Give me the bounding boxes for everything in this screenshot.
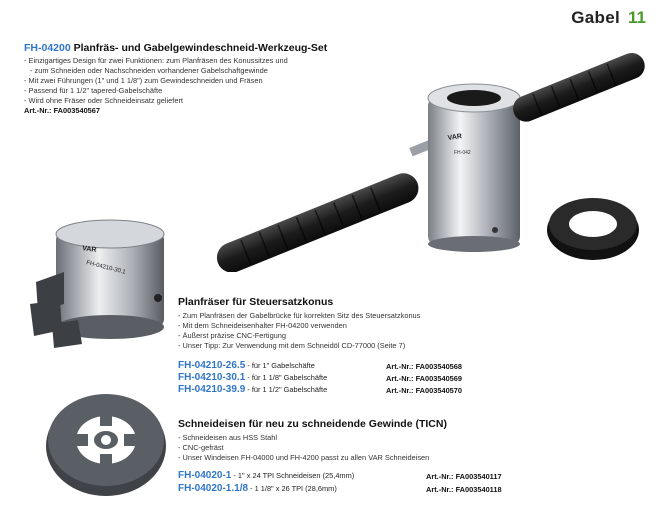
list-item: - Zum Planfräsen der Gabelbrücke für korrekten Sitz des Steuersatzkonus [178,311,618,321]
cutter-model-engraving: FH-04210-30.1 [85,260,127,276]
product-row [178,384,463,395]
list-item: - Schneideisen aus HSS Stahl [178,433,638,443]
list-item: - Unser Windeisen FH-04000 und FH-4200 passt zu allen VAR Schneideisen [178,453,638,463]
list-item: - Mit zwei Führungen (1" und 1 1/8") zum Gewindeschneiden und Fräsen [24,76,404,86]
list-item: - Einzigartiges Design für zwei Funktionen: zum Planfräsen des Konussitzes und [24,56,404,66]
product-row [178,372,463,383]
set-art-number: Art.-Nr.: FA003540567 [24,106,101,115]
product-desc: - für 1" Gabelschäfte [245,361,315,370]
die-bullet-list [178,433,638,463]
product-art: Art.-Nr.: FA003540570 [386,386,463,395]
product-desc: - für 1 1/2" Gabelschäfte [245,385,328,394]
product-art: Art.-Nr.: FA003540117 [426,472,502,481]
list-item: - Passend für 1 1/2" tapered-Gabelschäfte [24,86,404,96]
set-code: FH-04200 [24,42,71,54]
product-code: FH-04210-30.1 [178,372,246,383]
product-code: FH-04020-1.1/8 [178,483,249,494]
product-row [178,483,502,494]
handle-left [212,169,423,272]
face-cutter-image [16,212,181,352]
product-row [178,360,463,371]
product-art: Art.-Nr.: FA003540568 [386,362,463,371]
product-code: FH-04210-39.9 [178,384,246,395]
header-title: Gabel [571,8,620,27]
section-die [178,418,638,463]
threading-die-image [42,382,172,502]
section-cutter [178,296,618,351]
product-desc: - für 1 1/8" Gabelschäfte [245,373,328,382]
page-number: 11 [628,8,646,27]
milling-tool-set-image [210,52,660,272]
product-art: Art.-Nr.: FA003540118 [426,485,502,494]
cutter-brand-engraving: VAR [81,245,97,254]
set-title: Planfräs- und Gabelgewindeschneid-Werkzeug-Set [73,42,328,54]
die-heading: Schneideisen für neu zu schneidende Gewinde (TICN) [178,418,447,430]
tool-brand-engraving: VAR [447,133,463,142]
product-code: FH-04210-26.5 [178,360,246,371]
product-row [178,470,502,481]
cutter-bullet-list [178,311,618,351]
product-art: Art.-Nr.: FA003540569 [386,374,463,383]
list-item: - Unser Tipp: Zur Verwendung mit dem Schneidöl CD-77000 (Seite 7) [178,341,618,351]
list-item: - zum Schneiden oder Nachschneiden vorhandener Gabelschaftgewinde [24,66,404,76]
list-item: - Äußerst präzise CNC-Fertigung [178,331,618,341]
list-item: - Wird ohne Fräser oder Schneideinsatz geliefert [24,96,404,106]
product-desc: - 1" x 24 TPI Schneideisen (25,4mm) [231,471,355,480]
tool-model-engraving: FH-042 [454,150,471,156]
cutter-heading: Planfräser für Steuersatzkonus [178,296,334,308]
list-item: - CNC-gefräst [178,443,638,453]
product-code: FH-04020-1 [178,470,232,481]
product-desc: - 1 1/8" x 26 TPI (28,6mm) [248,484,337,493]
list-item: - Mit dem Schneideisenhalter FH-04200 verwenden [178,321,618,331]
